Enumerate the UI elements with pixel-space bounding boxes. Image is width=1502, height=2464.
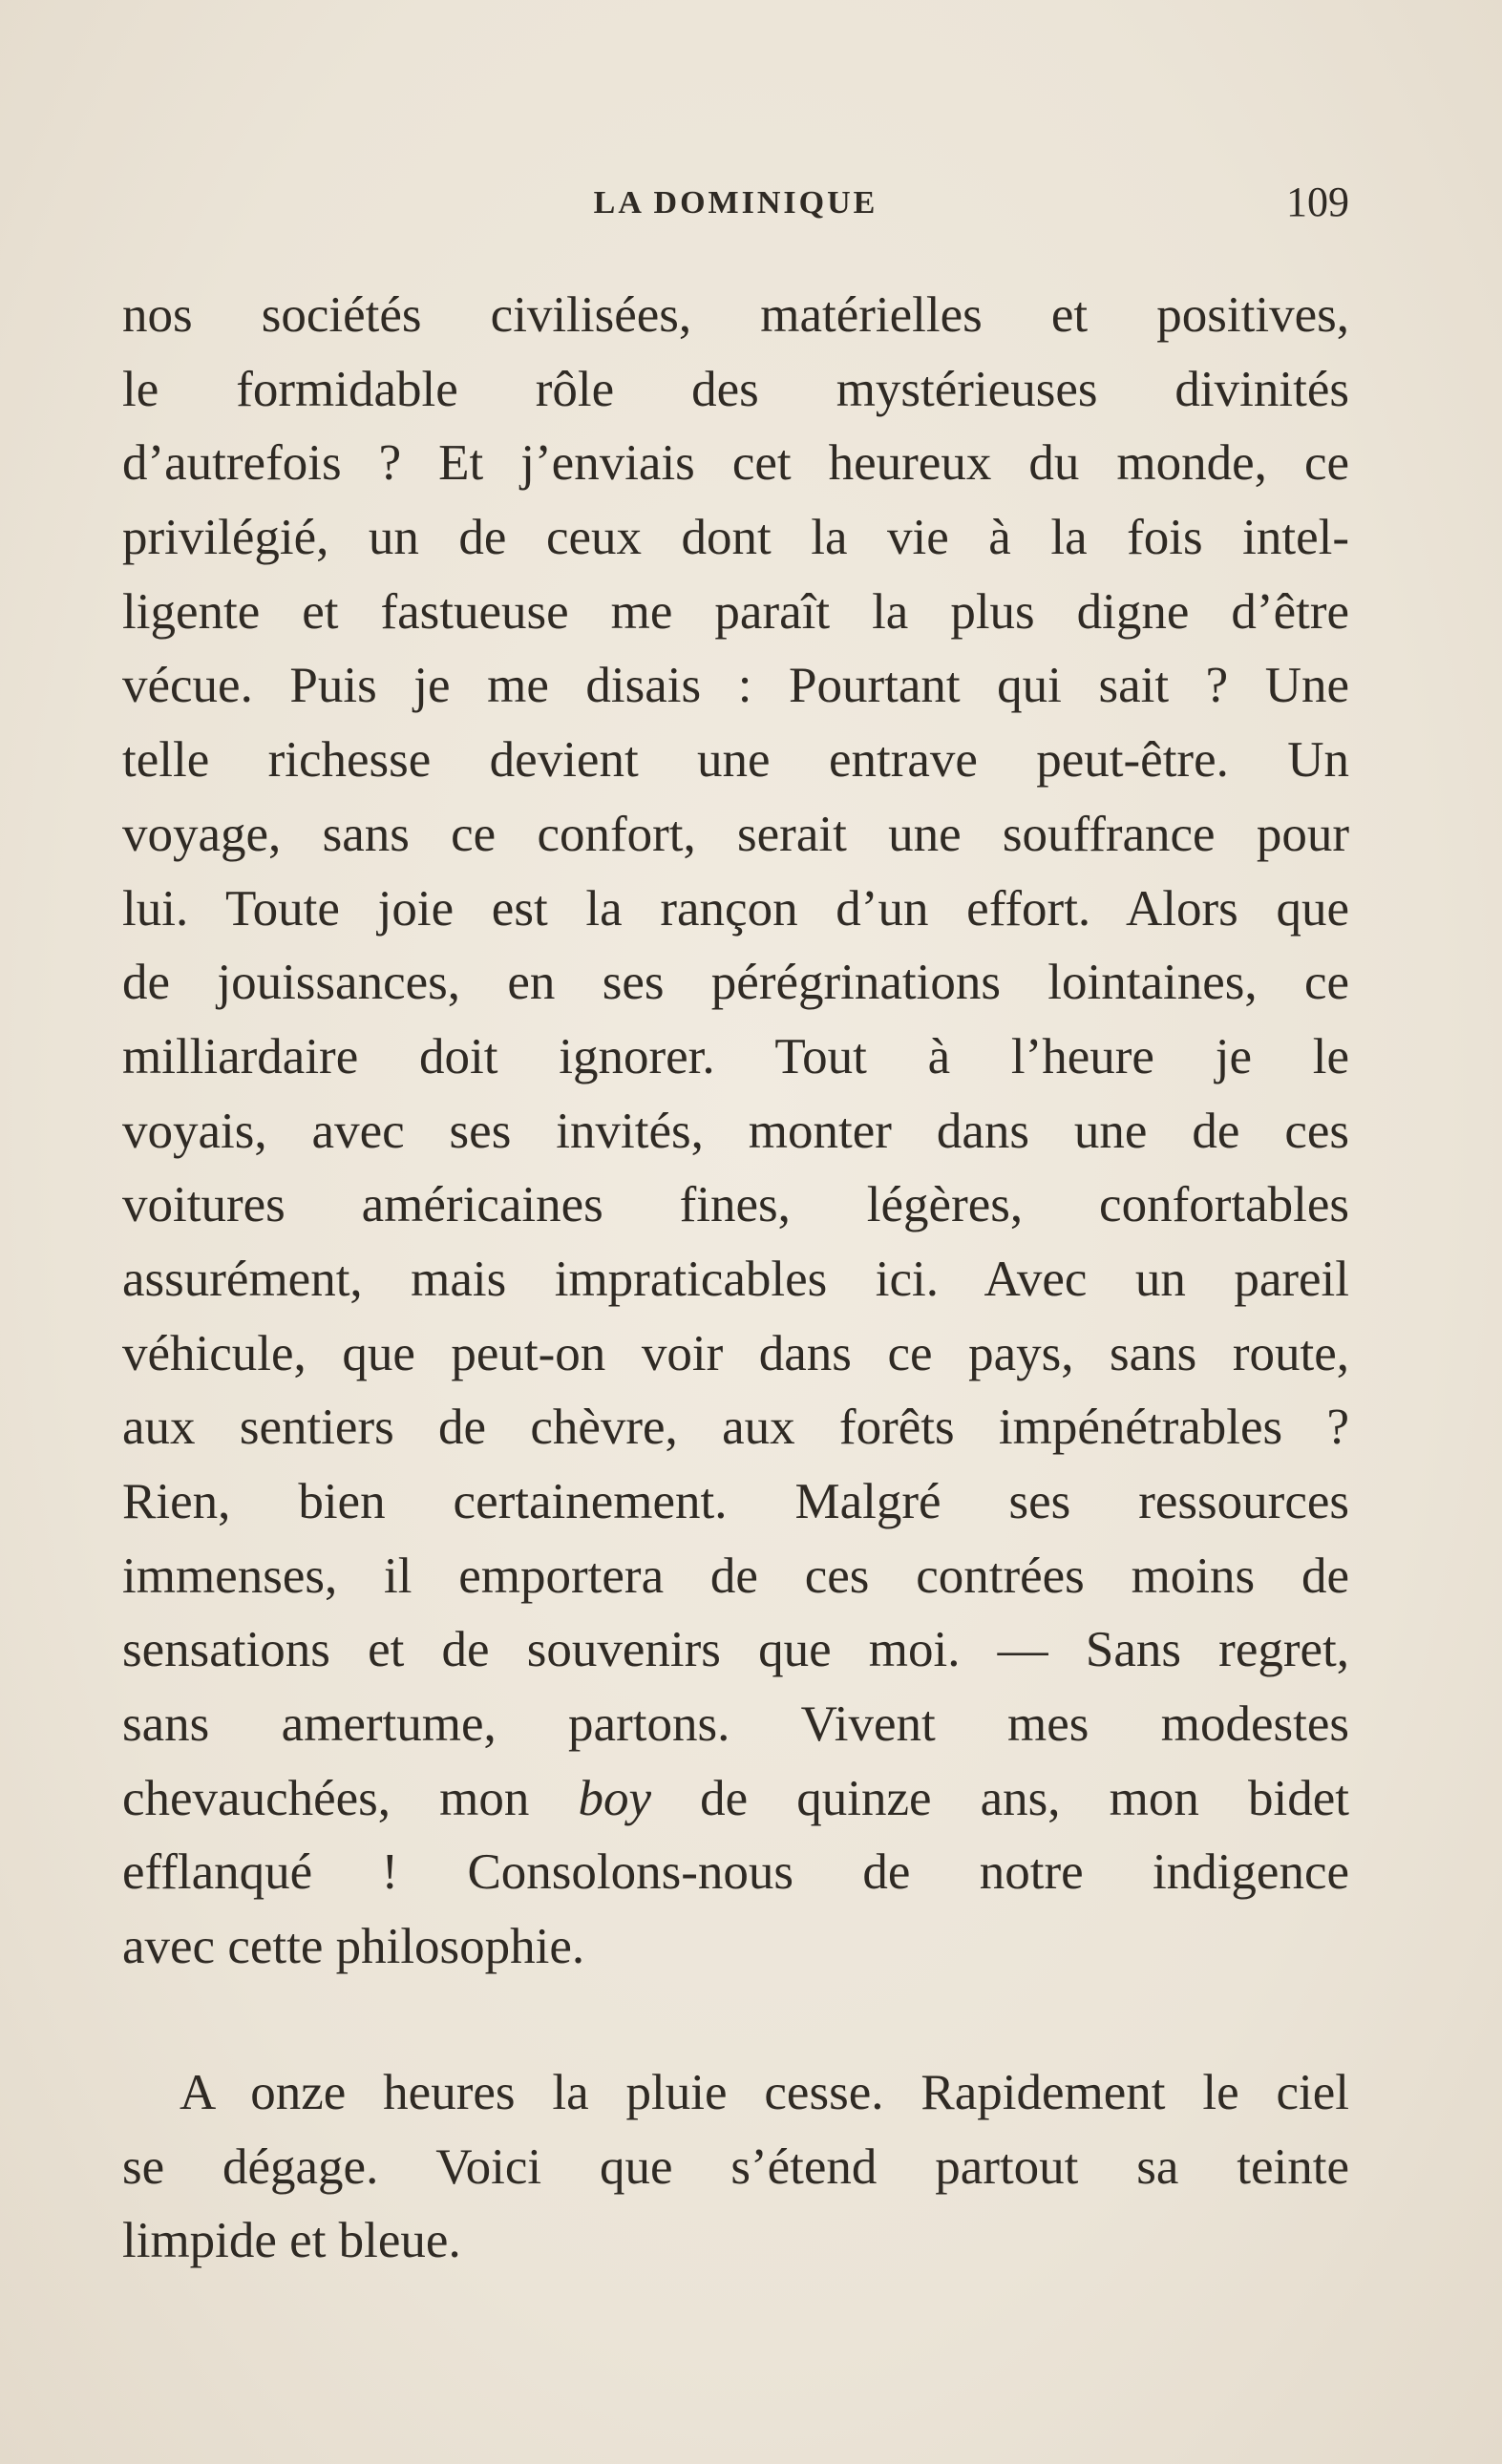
text-line: Rien, bien certainement. Malgré ses ressources xyxy=(122,1474,1349,1529)
text-line: immenses, il emportera de ces contrées moins de xyxy=(122,1548,1349,1604)
text-line: A onze heures la pluie cesse. Rapidement le ciel xyxy=(180,2065,1349,2120)
text-line: telle richesse devient une entrave peut-être. Un xyxy=(122,732,1349,789)
text-line: d’autrefois ? Et j’enviais cet heureux du monde, ce xyxy=(122,435,1349,492)
text-line: chevauchées, mon boy de quinze ans, mon bidet xyxy=(122,1770,1349,1826)
text-line: lui. Toute joie est la rançon d’un effort. Alors que xyxy=(122,880,1349,937)
text-line: assurément, mais impraticables ici. Avec un pareil xyxy=(122,1251,1349,1307)
text-line: sans amertume, partons. Vivent mes modestes xyxy=(122,1696,1349,1753)
page-number: 109 xyxy=(1286,179,1349,225)
text-line: voyais, avec ses invités, monter dans une de ces xyxy=(122,1103,1349,1159)
text-line: de jouissances, en ses pérégrinations lointaines, ce xyxy=(122,955,1349,1011)
italic-word: boy xyxy=(578,1770,652,1826)
text-line: voyage, sans ce confort, serait une souffrance pour xyxy=(122,806,1349,862)
text-line: voitures américaines fines, légères, confortables xyxy=(122,1177,1349,1233)
text-line: aux sentiers de chèvre, aux forêts impénétrables ? xyxy=(122,1400,1349,1456)
paragraph-1 xyxy=(122,279,1349,1985)
text-line: milliardaire doit ignorer. Tout à l’heure je le xyxy=(122,1028,1349,1085)
text-line: sensations et de souvenirs que moi. — Sans regret, xyxy=(122,1622,1349,1678)
text-line: véhicule, que peut-on voir dans ce pays, sans route, xyxy=(122,1325,1349,1381)
text-line: vécue. Puis je me disais : Pourtant qui sait ? Une xyxy=(122,658,1349,714)
text-line: le formidable rôle des mystérieuses divinités xyxy=(122,361,1349,417)
text-line: nos sociétés civilisées, matérielles et positives, xyxy=(122,287,1349,343)
text-line: efflanqué ! Consolons-nous de notre indigence xyxy=(122,1844,1349,1901)
text-line: se dégage. Voici que s’étend partout sa teinte xyxy=(122,2138,1349,2195)
text-line: avec cette philosophie. xyxy=(122,1919,585,1975)
text-line: privilégié, un de ceux dont la vie à la fois intel- xyxy=(122,510,1349,566)
paragraph-2 xyxy=(122,2056,1349,2279)
page-header xyxy=(122,178,1349,235)
text-line: limpide et bleue. xyxy=(122,2213,461,2269)
running-title: LA DOMINIQUE xyxy=(593,185,878,221)
text-line: ligente et fastueuse me paraît la plus digne d’être xyxy=(122,583,1349,640)
